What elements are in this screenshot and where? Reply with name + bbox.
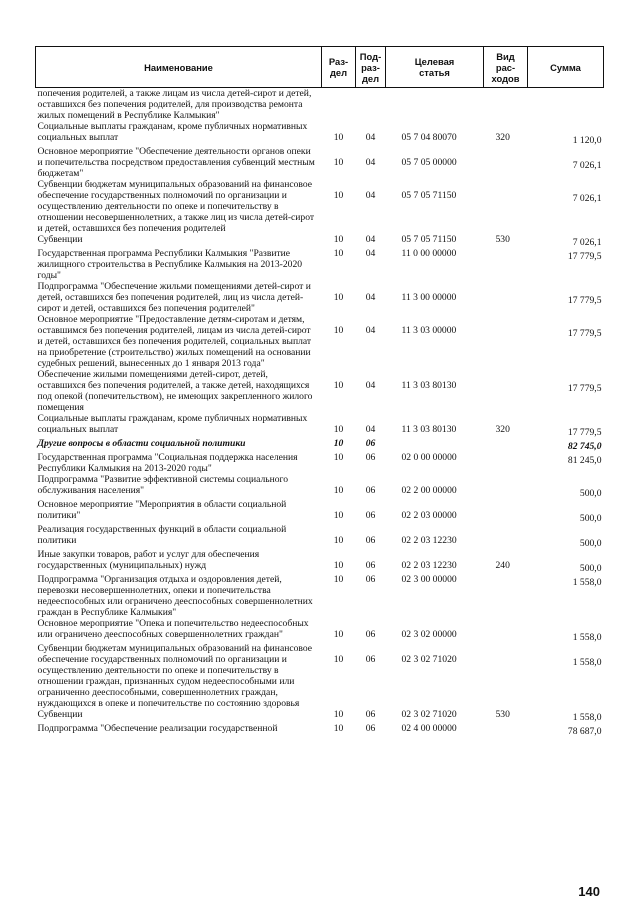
row-celevaya-statya: 02 4 00 00000 [401, 723, 457, 734]
table-row [36, 549, 604, 574]
table-row [36, 179, 604, 234]
row-name: Подпрограмма "Обеспечение реализации государственной [37, 723, 278, 734]
row-summa: 1 558,0 [572, 712, 602, 723]
table-row [36, 88, 604, 122]
row-podrazdel: 04 [365, 380, 376, 391]
row-podrazdel: 04 [365, 132, 376, 143]
row-name: Субвенции [37, 709, 83, 720]
row-celevaya-statya: 02 3 02 71020 [401, 654, 457, 665]
row-vid-rashodov [484, 369, 528, 413]
row-name: Государственная программа Республики Калмыкия "Развитие жилищного строительства в Республике Калмыкия на 2013-2020 годы" [37, 248, 303, 281]
row-podrazdel: 04 [365, 157, 376, 168]
row-name: Субвенции [37, 234, 83, 245]
row-razdel: 10 [333, 292, 344, 303]
row-razdel: 10 [333, 234, 344, 245]
row-celevaya-statya: 11 3 03 80130 [401, 424, 457, 435]
row-name: Субвенции бюджетам муниципальных образований на финансовое обеспечение государственных полномочий по организации и осуществлению деятельности по опеке и попечительству в отношении несовершеннолетних, а также лиц из числа детей-сирот и детей, оставшихся без попечения родителей [37, 179, 315, 234]
row-celevaya-statya: 11 3 03 80130 [401, 380, 457, 391]
row-podrazdel: 06 [365, 452, 376, 463]
table-row [36, 499, 604, 524]
row-razdel [322, 88, 356, 122]
header-razdel-text: Раз- дел [328, 56, 349, 78]
row-name: Подпрограмма "Организация отдыха и оздоровления детей, перевозки несовершеннолетних, опеки и попечительства недееспособных или ограничено дееспособных совершеннолетних граждан в Республике Калмыкия" [37, 574, 313, 618]
row-vid-rashodov [484, 618, 528, 643]
row-razdel: 10 [333, 560, 344, 571]
row-razdel: 10 [333, 438, 344, 449]
row-name: Основное мероприятие "Опека и попечительство недееспособных или ограничено дееспособных совершеннолетних граждан" [37, 618, 309, 640]
table-row [36, 234, 604, 248]
row-razdel: 10 [333, 248, 344, 259]
row-celevaya-statya: 02 2 03 12230 [401, 560, 457, 571]
row-vid-rashodov [484, 88, 528, 122]
table-body [36, 88, 604, 738]
row-summa: 81 245,0 [567, 455, 602, 466]
row-summa: 1 558,0 [572, 632, 602, 643]
row-celevaya-statya: 02 3 00 00000 [401, 574, 457, 585]
row-razdel: 10 [333, 654, 344, 665]
table-row [36, 413, 604, 438]
row-razdel: 10 [333, 424, 344, 435]
row-celevaya-statya: 05 7 05 00000 [401, 157, 457, 168]
row-podrazdel: 06 [365, 709, 376, 720]
row-name: Подпрограмма "Обеспечение жильми помещениями детей-сирот и детей, оставшихся без попечения родителей, лиц из числа детей-сирот и детей, оставшихся без попечения родителей" [37, 281, 311, 314]
row-razdel: 10 [333, 709, 344, 720]
row-summa: 17 779,5 [567, 427, 602, 438]
page-number: 140 [578, 884, 600, 899]
row-vid-rashodov [484, 524, 528, 549]
row-vid-rashodov [484, 574, 528, 618]
row-podrazdel: 06 [365, 510, 376, 521]
header-summa: Сумма [528, 47, 604, 88]
row-podrazdel: 06 [365, 654, 376, 665]
row-vid-rashodov [484, 643, 528, 709]
table-row [36, 438, 604, 452]
row-name: Государственная программа "Социальная поддержка населения Республики Калмыкия на 2013-2020 годы" [37, 452, 298, 474]
row-vid-rashodov [484, 314, 528, 369]
row-razdel: 10 [333, 510, 344, 521]
table-row [36, 281, 604, 314]
table-row [36, 248, 604, 281]
row-name: Социальные выплаты гражданам, кроме публичных нормативных социальных выплат [37, 121, 308, 143]
table-row [36, 369, 604, 413]
row-podrazdel: 06 [365, 485, 376, 496]
row-celevaya-statya: 02 3 02 71020 [401, 709, 457, 720]
row-vid-rashodov [484, 723, 528, 737]
table-row [36, 618, 604, 643]
row-name: Обеспечение жилыми помещениями детей-сирот, детей, оставшихся без попечения родителей, а также детей, находящихся под опекой (попечительством), не имеющих закрепленного жилого помещения [37, 369, 313, 413]
budget-table [35, 46, 604, 737]
table-row [36, 452, 604, 474]
header-celevaya-text: Целевая статья [414, 56, 455, 78]
row-name: Основное мероприятие "Предоставление детям-сиротам и детям, оставшимся без попечения родителей, лицам из числа детей-сирот и детей, оставшихся без попечения родителей, социальных выплат на приобретение (строительство) жилых помещений на основании судебных решений, вынесенных до 1 января 2013 года" [37, 314, 312, 369]
row-summa: 7 026,1 [572, 237, 602, 248]
row-podrazdel: 04 [365, 292, 376, 303]
row-name: Другие вопросы в области социальной политики [37, 438, 246, 449]
row-razdel: 10 [333, 574, 344, 585]
row-celevaya-statya: 11 3 00 00000 [401, 292, 457, 303]
row-podrazdel: 04 [365, 234, 376, 245]
header-podrazdel [356, 47, 386, 88]
row-podrazdel: 06 [365, 560, 376, 571]
table-row [36, 146, 604, 179]
row-celevaya-statya: 11 3 03 00000 [401, 325, 457, 336]
header-vid-text: Вид рас- ходов [491, 50, 520, 84]
header-name: Наименование [36, 47, 322, 88]
row-podrazdel: 06 [365, 629, 376, 640]
row-razdel: 10 [333, 629, 344, 640]
row-summa: 82 745,0 [567, 441, 602, 452]
row-summa: 17 779,5 [567, 383, 602, 394]
row-podrazdel: 04 [365, 248, 376, 259]
row-name: попечения родителей, а также лицам из числа детей-сирот и детей, оставшихся без попечения родителей, для производства ремонта жилых помещений в Республике Калмыкия" [37, 88, 312, 121]
row-summa: 78 687,0 [567, 726, 602, 737]
row-celevaya-statya: 05 7 05 71150 [401, 234, 457, 245]
row-celevaya-statya: 05 7 04 80070 [401, 132, 457, 143]
row-celevaya-statya: 02 3 02 00000 [401, 629, 457, 640]
row-name: Субвенции бюджетам муниципальных образований на финансовое обеспечение государственных полномочий по организации и осуществлению деятельности по опеке и попечительству в отношении граждан, признанных судом недееспособными или ограниченно дееспособными, совершеннолетних граждан, нуждающихся в опеке и попечительстве по состоянию здоровья [37, 643, 313, 709]
row-razdel: 10 [333, 157, 344, 168]
row-vid-rashodov: 530 [495, 709, 510, 720]
row-celevaya-statya: 02 2 03 12230 [401, 535, 457, 546]
row-vid-rashodov [484, 248, 528, 281]
row-razdel: 10 [333, 325, 344, 336]
row-summa: 7 026,1 [572, 160, 602, 171]
row-name: Основное мероприятие "Обеспечение деятельности органов опеки и попечительства посредством предоставления субвенций местным бюджетам" [37, 146, 315, 179]
row-vid-rashodov [484, 281, 528, 314]
row-summa: 17 779,5 [567, 328, 602, 339]
row-celevaya-statya: 02 0 00 00000 [401, 452, 457, 463]
table-row [36, 709, 604, 723]
row-celevaya-statya [386, 438, 484, 452]
row-podrazdel: 06 [365, 723, 376, 734]
row-name: Иные закупки товаров, работ и услуг для обеспечения государственных (муниципальных) нужд [37, 549, 260, 571]
row-vid-rashodov [484, 474, 528, 499]
row-razdel: 10 [333, 485, 344, 496]
row-celevaya-statya: 02 2 03 00000 [401, 510, 457, 521]
row-summa [528, 88, 604, 122]
header-celevaya [386, 47, 484, 88]
row-vid-rashodov [484, 179, 528, 234]
row-vid-rashodov [484, 452, 528, 474]
table-header [36, 47, 604, 88]
table-row [36, 643, 604, 709]
row-summa: 1 558,0 [572, 657, 602, 668]
table-row [36, 524, 604, 549]
row-name: Реализация государственных функций в области социальной политики [37, 524, 287, 546]
row-summa: 500,0 [579, 538, 602, 549]
row-name: Основное мероприятие "Мероприятия в области социальной политики" [37, 499, 287, 521]
row-summa: 17 779,5 [567, 251, 602, 262]
row-vid-rashodov: 320 [495, 132, 510, 143]
row-celevaya-statya: 02 2 00 00000 [401, 485, 457, 496]
row-razdel: 10 [333, 452, 344, 463]
table-row [36, 574, 604, 618]
row-summa: 500,0 [579, 488, 602, 499]
row-razdel: 10 [333, 190, 344, 201]
row-razdel: 10 [333, 723, 344, 734]
row-vid-rashodov: 530 [495, 234, 510, 245]
row-vid-rashodov: 320 [495, 424, 510, 435]
row-razdel: 10 [333, 132, 344, 143]
row-summa: 17 779,5 [567, 295, 602, 306]
row-summa: 1 558,0 [572, 577, 602, 588]
row-name: Подпрограмма "Развитие эффективной системы социального обслуживания населения" [37, 474, 289, 496]
row-vid-rashodov [484, 146, 528, 179]
row-vid-rashodov [484, 438, 528, 452]
row-vid-rashodov: 240 [495, 560, 510, 571]
row-podrazdel: 06 [365, 535, 376, 546]
row-podrazdel [356, 88, 386, 122]
table-row [36, 121, 604, 146]
row-podrazdel: 06 [365, 574, 376, 585]
row-celevaya-statya: 05 7 05 71150 [401, 190, 457, 201]
row-podrazdel: 06 [365, 438, 376, 449]
row-podrazdel: 04 [365, 325, 376, 336]
row-summa: 500,0 [579, 563, 602, 574]
row-podrazdel: 04 [365, 190, 376, 201]
row-celevaya-statya: 11 0 00 00000 [401, 248, 457, 259]
row-celevaya-statya [386, 88, 484, 122]
table-row [36, 314, 604, 369]
row-name: Социальные выплаты гражданам, кроме публичных нормативных социальных выплат [37, 413, 308, 435]
row-summa: 7 026,1 [572, 193, 602, 204]
table-row [36, 723, 604, 737]
row-razdel: 10 [333, 535, 344, 546]
header-vid [484, 47, 528, 88]
header-razdel [322, 47, 356, 88]
row-razdel: 10 [333, 380, 344, 391]
table-row [36, 474, 604, 499]
row-vid-rashodov [484, 499, 528, 524]
header-podrazdel-text: Под- раз- дел [359, 50, 382, 84]
row-summa: 500,0 [579, 513, 602, 524]
row-summa: 1 120,0 [572, 135, 602, 146]
row-podrazdel: 04 [365, 424, 376, 435]
